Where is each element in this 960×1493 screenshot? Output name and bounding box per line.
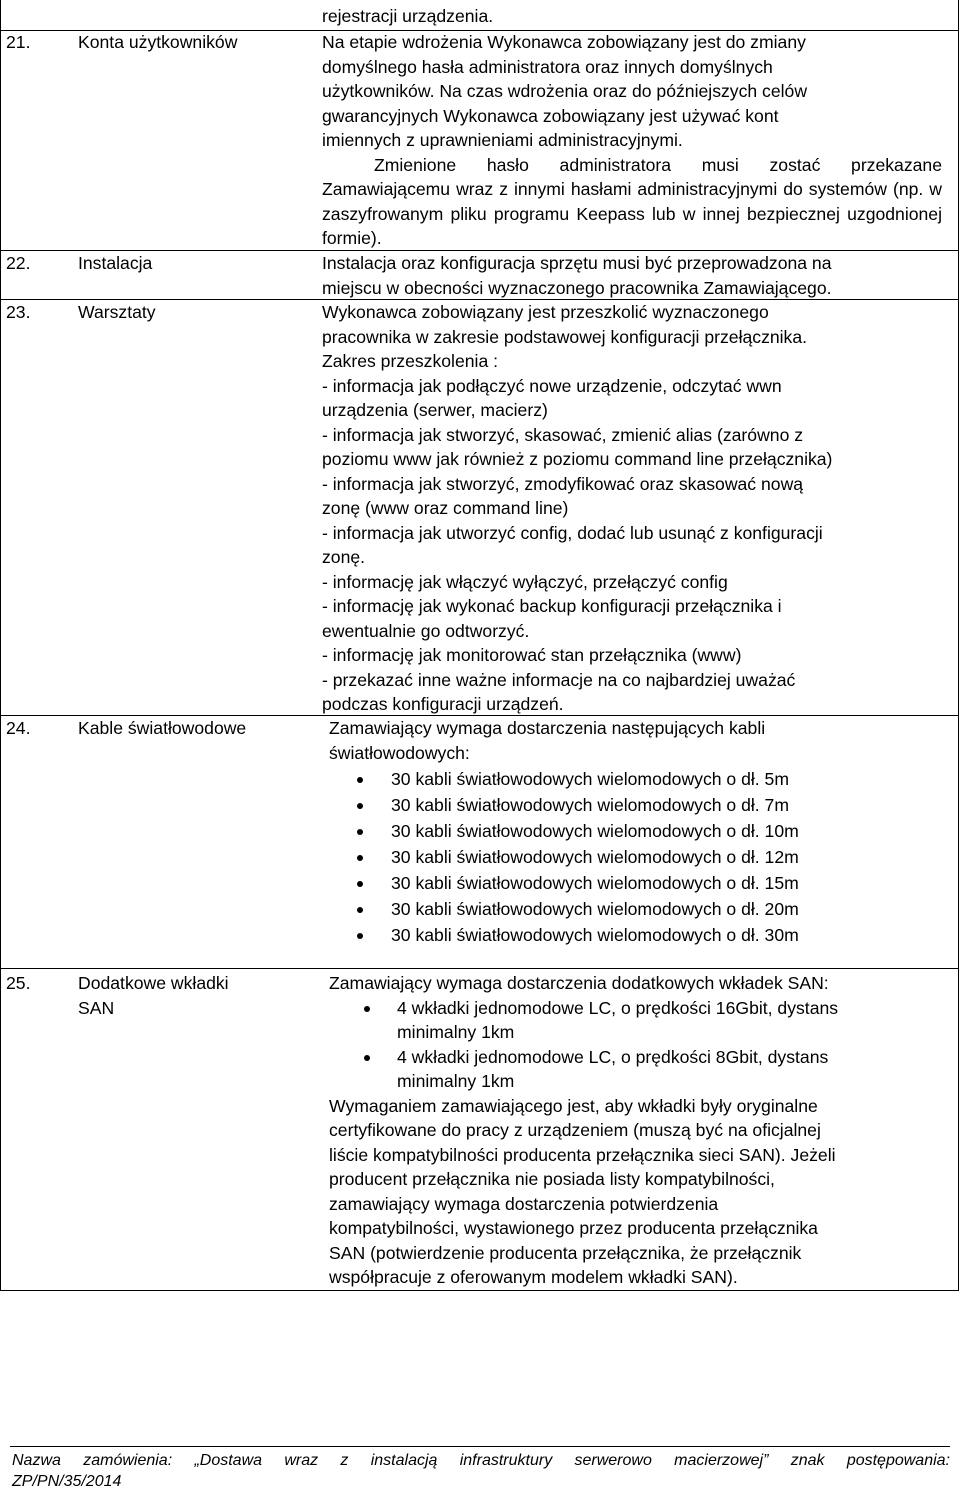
text-line: Instalacja oraz konfiguracja sprzętu musi być przeprowadzona na (322, 253, 832, 273)
password-handover-paragraph: Zmienione hasło administratora musi zostać przekazane Zamawiającemu wraz z innymi hasłami administracyjnymi do systemów (np. w zaszyfrowanym pliku programu Keepass lub w innej bezpiecznej uzgodnionej formie). (322, 154, 942, 248)
text-line: - informacja jak stworzyć, skasować, zmienić alias (zarówno z (322, 424, 804, 445)
text-line: użytkowników. Na czas wdrożenia oraz do późniejszych celów (322, 81, 808, 101)
row-description (322, 300, 942, 717)
list-item: 30 kabli światłowodowych wielomodowych o dł. 12m (329, 845, 949, 871)
text-line: producent przełącznika nie posiada listy kompatybilności, (329, 1169, 775, 1189)
row-description (322, 251, 942, 300)
text-line: zonę (www oraz command line) (322, 498, 569, 518)
list-item: 30 kabli światłowodowych wielomodowych o dł. 5m (329, 767, 949, 793)
bullet-icon (364, 1006, 370, 1012)
bullet-icon (357, 803, 363, 809)
text-line: miejscu w obecności wyznaczonego pracownika Zamawiającego. (322, 277, 832, 298)
text-line: Wymaganiem zamawiającego jest, aby wkładki były oryginalne (329, 1095, 818, 1116)
continuation-text: rejestracji urządzenia. (322, 6, 494, 26)
list-item: 4 wkładki jednomodowe LC, o prędkości 16Gbit, dystans minimalny 1km (329, 996, 939, 1045)
table-row-22 (1, 250, 958, 300)
text-line: podczas konfiguracji urządzeń. (322, 694, 564, 714)
row-title-line: SAN (78, 997, 115, 1018)
text-line: Zamawiający wymaga dostarczenia następujących kabli (329, 718, 766, 738)
text-line: gwarancyjnych Wykonawca zobowiązany jest używać kont (322, 105, 779, 126)
list-item: 30 kabli światłowodowych wielomodowych o dł. 20m (329, 897, 949, 923)
text-line: SAN (potwierdzenie producenta przełącznika, że przełącznik (329, 1242, 802, 1263)
table-row-24 (1, 715, 958, 969)
text-line: certyfikowane do pracy z urządzeniem (muszą być na oficjalnej (329, 1120, 821, 1140)
row-number: 25. (6, 973, 31, 993)
footer-rule (10, 1446, 950, 1447)
table-row-25 (1, 968, 958, 1291)
row-number: 22. (6, 253, 31, 273)
text-line: Zakres przeszkolenia : (322, 351, 499, 371)
row-number: 23. (6, 302, 31, 322)
text-line: pracownika w zakresie podstawowej konfiguracji przełącznika. (322, 326, 808, 347)
text-line: - informacja jak stworzyć, zmodyfikować oraz skasować nową (322, 473, 804, 494)
list-item: 30 kabli światłowodowych wielomodowych o dł. 15m (329, 871, 949, 897)
text-line: urządzenia (serwer, macierz) (322, 400, 548, 420)
text-line: imiennych z uprawnieniami administracyjnymi. (322, 130, 683, 150)
text-line: poziomu www jak również z poziomu command line przełącznika) (322, 449, 833, 469)
fiber-cable-list (329, 767, 949, 949)
list-item: 30 kabli światłowodowych wielomodowych o dł. 10m (329, 819, 949, 845)
bullet-icon (364, 1055, 370, 1061)
footer-procurement-title: Nazwa zamówienia: „Dostawa wraz z instalacją infrastruktury serwerowo macierzowej” znak postępowania: (12, 1452, 950, 1469)
row-title: Instalacja (78, 253, 153, 273)
row-description (322, 30, 942, 251)
bullet-icon (357, 855, 363, 861)
list-item: 4 wkładki jednomodowe LC, o prędkości 8Gbit, dystans minimalny 1km (329, 1045, 939, 1094)
text-line: - informację jak wykonać backup konfiguracji przełącznika i (322, 596, 782, 616)
text-line: kompatybilności, wystawionego przez producenta przełącznika (329, 1218, 818, 1238)
table-row-23 (1, 299, 958, 716)
bullet-icon (357, 881, 363, 887)
bullet-icon (357, 829, 363, 835)
list-item: 30 kabli światłowodowych wielomodowych o dł. 30m (329, 923, 949, 949)
row-number: 21. (6, 32, 31, 52)
text-line: - przekazać inne ważne informacje na co najbardziej uważać (322, 669, 796, 690)
text-line: - informacja jak utworzyć config, dodać lub usunąć z konfiguracji (322, 522, 823, 543)
text-line: światłowodowych: (329, 742, 470, 763)
text-line: zamawiający wymaga dostarczenia potwierdzenia (329, 1193, 719, 1214)
table-row-continuation (1, 0, 958, 30)
row-title: Warsztaty (78, 302, 156, 322)
row-title-line: Dodatkowe wkładki (78, 973, 229, 993)
text-line: zonę. (322, 547, 366, 567)
text-line: domyślnego hasła administratora oraz innych domyślnych (322, 56, 773, 77)
row-title: Kable światłowodowe (78, 718, 247, 738)
text-line: - informację jak monitorować stan przełącznika (www) (322, 645, 742, 665)
row-number: 24. (6, 718, 31, 738)
footer-procurement-code: ZP/PN/35/2014 (12, 1473, 122, 1490)
row-title (78, 971, 313, 1020)
text-line: współpracuje z oferowanym modelem wkładki SAN). (329, 1267, 738, 1287)
san-module-list (329, 996, 939, 1094)
table-row-21 (1, 30, 958, 251)
row-description (329, 971, 939, 1290)
bullet-icon (357, 907, 363, 913)
row-title: Konta użytkowników (78, 32, 238, 52)
text-line: - informacja jak podłączyć nowe urządzenie, odczytać wwn (322, 375, 782, 396)
text-line: liście kompatybilności producenta przełącznika sieci SAN). Jeżeli (329, 1144, 836, 1165)
text-line: - informację jak włączyć wyłączyć, przełączyć config (322, 571, 728, 592)
list-item: 30 kabli światłowodowych wielomodowych o dł. 7m (329, 793, 949, 819)
bullet-icon (357, 933, 363, 939)
text-line: Zamawiający wymaga dostarczenia dodatkowych wkładek SAN: (329, 973, 829, 993)
text-line: Wykonawca zobowiązany jest przeszkolić wyznaczonego (322, 302, 769, 322)
bullet-icon (357, 777, 363, 783)
text-line: ewentualnie go odtworzyć. (322, 620, 530, 641)
text-line: Na etapie wdrożenia Wykonawca zobowiązany jest do zmiany (322, 32, 806, 52)
row-description (329, 716, 949, 949)
